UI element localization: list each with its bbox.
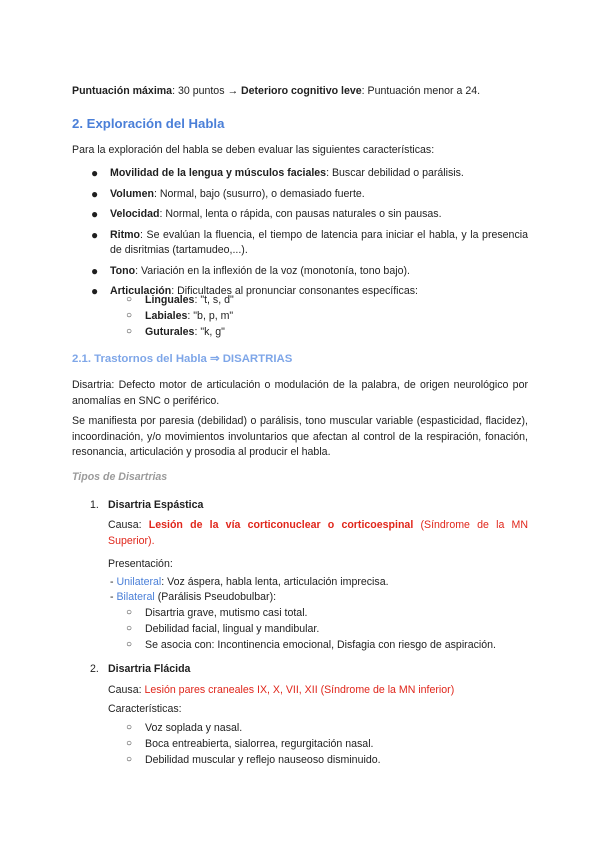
section-intro: Para la exploración del habla se deben evaluar las siguientes características: <box>72 144 435 156</box>
types-heading: Tipos de Disartrias <box>72 471 168 483</box>
type2-title: Disartria Flácida <box>108 663 191 675</box>
articulation-sublist <box>126 292 234 340</box>
list-item: ● Articulación: Dificultades al pronunciar consonantes específicas: <box>91 284 418 298</box>
sub-list-item: ○ Boca entreabierta, sialorrea, regurgitación nasal. <box>126 738 374 750</box>
sub-list-item: ○ Linguales: "t, s, d" <box>126 294 234 306</box>
list-item: ● Volumen: Normal, bajo (susurro), o demasiado fuerte. <box>91 186 365 201</box>
list-item: ● Velocidad: Normal, lenta o rápida, con pausas naturales o sin pausas. <box>91 207 442 221</box>
sub-list-item: ○ Voz soplada y nasal. <box>126 722 243 734</box>
sub-list-item: ○ Disartria grave, mutismo casi total. <box>126 607 308 619</box>
type1-presentation-label: Presentación: <box>108 558 173 570</box>
type1-title: Disartria Espástica <box>108 499 204 511</box>
list-item: ● Movilidad de la lengua y músculos faciales: Buscar debilidad o parálisis. <box>91 166 464 180</box>
type2-characteristics-label: Características: <box>108 703 182 715</box>
type1-unilateral: - Unilateral: Voz áspera, habla lenta, articulación imprecisa. <box>110 576 389 588</box>
dysarthria-description: Se manifiesta por paresia (debilidad) o parálisis, tono muscular variable (espasticidad, flacidez), incoordinación, y/o movimientos involuntarios que afectan al control de la respiración, fonación, resonancia, articulación y prosodia al producir el habla. <box>72 415 528 458</box>
type2-number: 2. <box>90 663 99 675</box>
sub-list-item: ○ Debilidad facial, lingual y mandibular. <box>126 623 320 635</box>
list-item: ● Ritmo: Se evalúan la fluencia, el tiempo de latencia para iniciar el habla, y la presencia de disritmias (tartamudeo,...). <box>91 227 528 256</box>
type2-cause: Causa: Lesión pares craneales IX, X, VII, XII (Síndrome de la MN inferior) <box>108 684 455 696</box>
dysarthria-definition: Disartria: Defecto motor de articulación o modulación de la palabra, de origen neurológico por anomalías en SNC o periférico. <box>72 379 528 407</box>
score-line: Puntuación máxima: 30 puntos → Deterioro cognitivo leve: Puntuación menor a 24. <box>72 85 481 97</box>
mild-impairment-label: Deterioro cognitivo leve <box>240 85 362 97</box>
type1-bilateral: - Bilateral (Parálisis Pseudobulbar): <box>110 591 277 603</box>
subsection-title: 2.1. Trastornos del Habla ⇒ DISARTRIAS <box>72 353 293 365</box>
sub-list-item: ○ Labiales: "b, p, m" <box>126 310 234 322</box>
sub-list-item: ○ Se asocia con: Incontinencia emocional, Disfagia con riesgo de aspiración. <box>126 639 496 651</box>
sub-list-item: ○ Debilidad muscular y reflejo nauseoso disminuido. <box>126 754 381 766</box>
flaccid-list <box>126 720 381 768</box>
section-title: 2. Exploración del Habla <box>72 116 225 131</box>
characteristics-list <box>80 166 528 300</box>
sub-list-item: ○ Guturales: "k, g" <box>126 326 225 338</box>
max-score-label: Puntuación máxima <box>72 85 173 97</box>
bilateral-list <box>126 605 496 653</box>
type1-cause: Causa: Lesión de la vía corticonuclear o corticoespinal (Síndrome de la MN Superior). <box>108 519 529 547</box>
type1-number: 1. <box>90 499 99 511</box>
list-item: ● Tono: Variación en la inflexión de la voz (monotonía, tono bajo). <box>91 263 410 278</box>
